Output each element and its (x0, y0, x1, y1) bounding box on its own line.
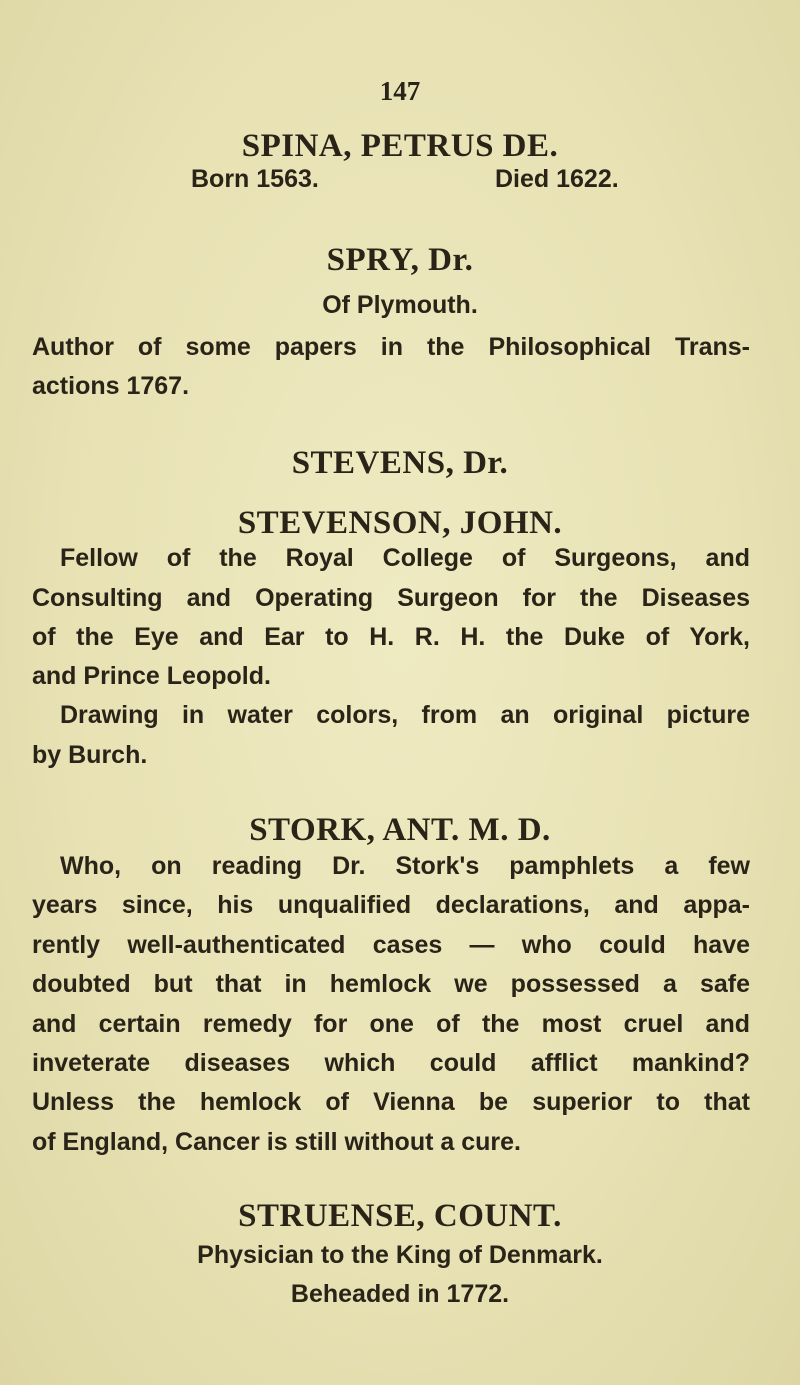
entry-text-line: actions 1767. (32, 372, 190, 400)
entry-heading-struense: STRUENSE, COUNT. (238, 1198, 562, 1234)
entry-text-line: Author of some papers in the Philosophical Trans- (32, 333, 750, 361)
entry-text-line: and Prince Leopold. (32, 662, 271, 690)
entry-text-line: rently well-authenticated cases — who could have (32, 931, 750, 959)
entry-text-line: Who, on reading Dr. Stork's pamphlets a few (60, 852, 750, 880)
entry-text-line: of England, Cancer is still without a cure. (32, 1128, 521, 1156)
entry-heading-stork: STORK, ANT. M. D. (249, 812, 551, 848)
entry-text-line: Fellow of the Royal College of Surgeons, and (60, 544, 750, 572)
entry-text-line: and certain remedy for one of the most cruel and (32, 1010, 750, 1038)
entry-text-line: of the Eye and Ear to H. R. H. the Duke of York, (32, 623, 750, 651)
entry-subtitle-struense: Physician to the King of Denmark. (197, 1241, 603, 1269)
died-date: Died 1622. (495, 165, 619, 193)
entry-subtitle-struense-2: Beheaded in 1772. (290, 1280, 510, 1308)
entry-text-line: doubted but that in hemlock we possessed a safe (32, 970, 750, 998)
entry-text-line: by Burch. (32, 741, 148, 769)
entry-text-line: inveterate diseases which could afflict mankind? (32, 1049, 750, 1077)
entry-heading-stevens: STEVENS, Dr. (291, 445, 509, 481)
entry-text-line: Drawing in water colors, from an original picture (60, 701, 750, 729)
entry-text-line: years since, his unqualified declarations, and appa- (32, 891, 750, 919)
entry-subtitle-spry: Of Plymouth. (322, 291, 478, 319)
entry-text-line: Unless the hemlock of Vienna be superior to that (32, 1088, 750, 1116)
born-date: Born 1563. (191, 165, 319, 193)
entry-heading-spry: SPRY, Dr. (326, 242, 474, 278)
entry-heading-stevenson: STEVENSON, JOHN. (237, 505, 563, 541)
page-number: 147 (379, 76, 421, 106)
entry-text-line: Consulting and Operating Surgeon for the Diseases (32, 584, 750, 612)
entry-heading-spina: SPINA, PETRUS DE. (241, 128, 559, 164)
